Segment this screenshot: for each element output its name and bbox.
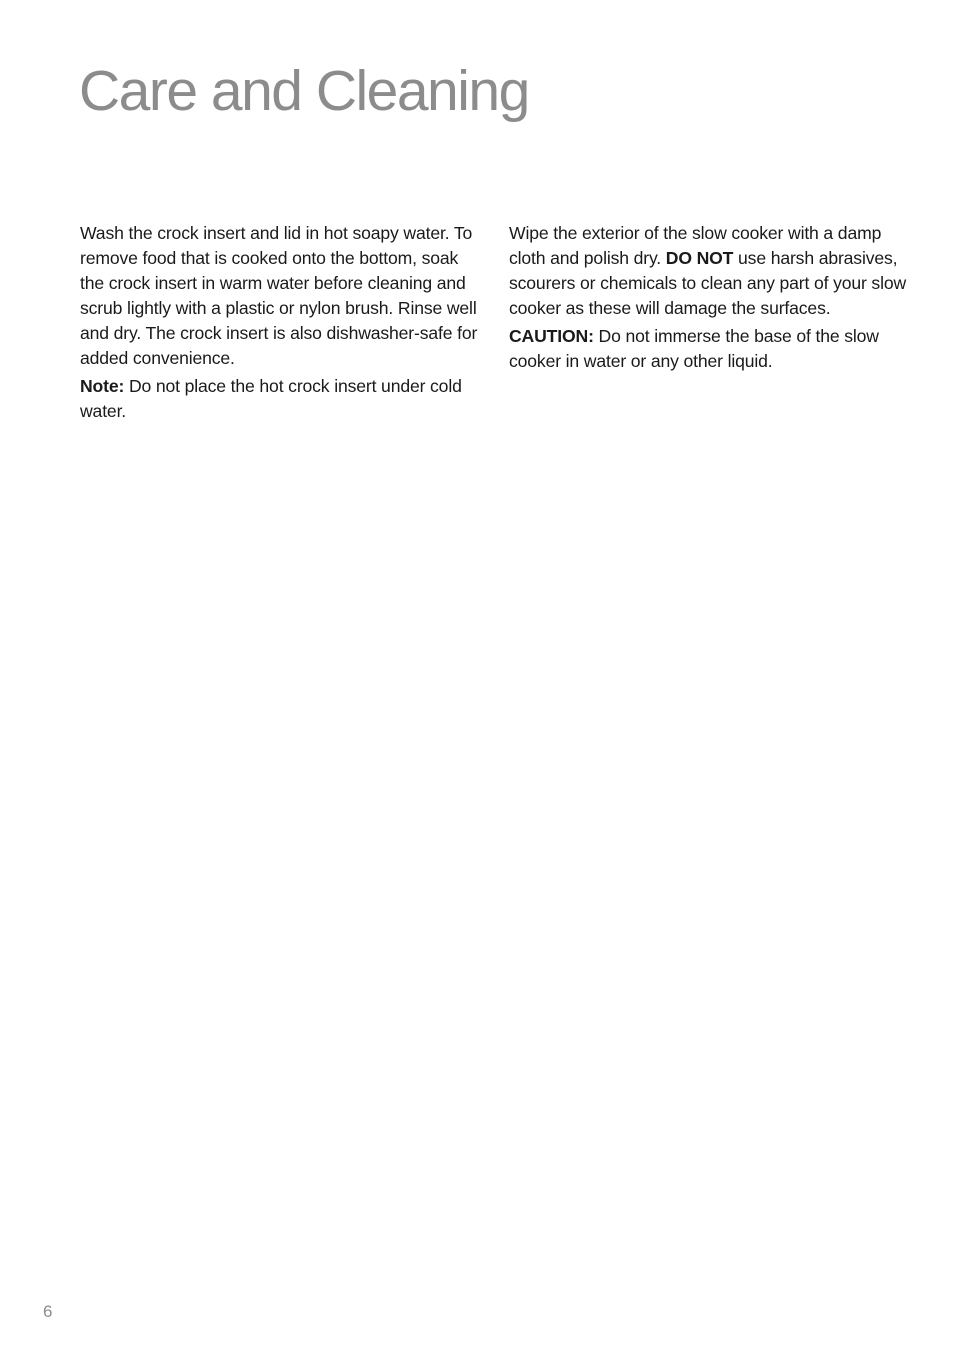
exterior-cleaning-text-end: use harsh abrasives, scourers or chemicals to clean any part of your slow cooker as these will damage the surfaces. xyxy=(509,248,907,318)
note-text: Do not place the hot crock insert under cold water. xyxy=(80,376,462,421)
caution-paragraph xyxy=(509,324,919,374)
crock-insert-washing-text: Wash the crock insert and lid in hot soapy water. To remove food that is cooked onto the bottom, soak the crock insert in warm water before cleaning and scrub lightly with a plastic or nylon brush. Rinse well and dry. The crock insert is also dishwasher-safe for added convenience. xyxy=(80,223,478,368)
right-column xyxy=(509,221,919,377)
crock-insert-washing-paragraph xyxy=(80,221,480,371)
caution-text: Do not immerse the base of the slow cooker in water or any other liquid. xyxy=(509,326,879,371)
exterior-cleaning-paragraph xyxy=(509,221,919,321)
note-paragraph xyxy=(80,374,480,424)
caution-label: CAUTION: xyxy=(509,326,594,346)
left-column xyxy=(80,221,480,427)
page-number: 6 xyxy=(43,1302,53,1321)
do-not-emphasis: DO NOT xyxy=(665,248,734,268)
note-label: Note: xyxy=(80,376,125,396)
page-title: Care and Cleaning xyxy=(79,59,529,123)
exterior-cleaning-text-start: Wipe the exterior of the slow cooker with a damp cloth and polish dry. xyxy=(509,223,882,268)
